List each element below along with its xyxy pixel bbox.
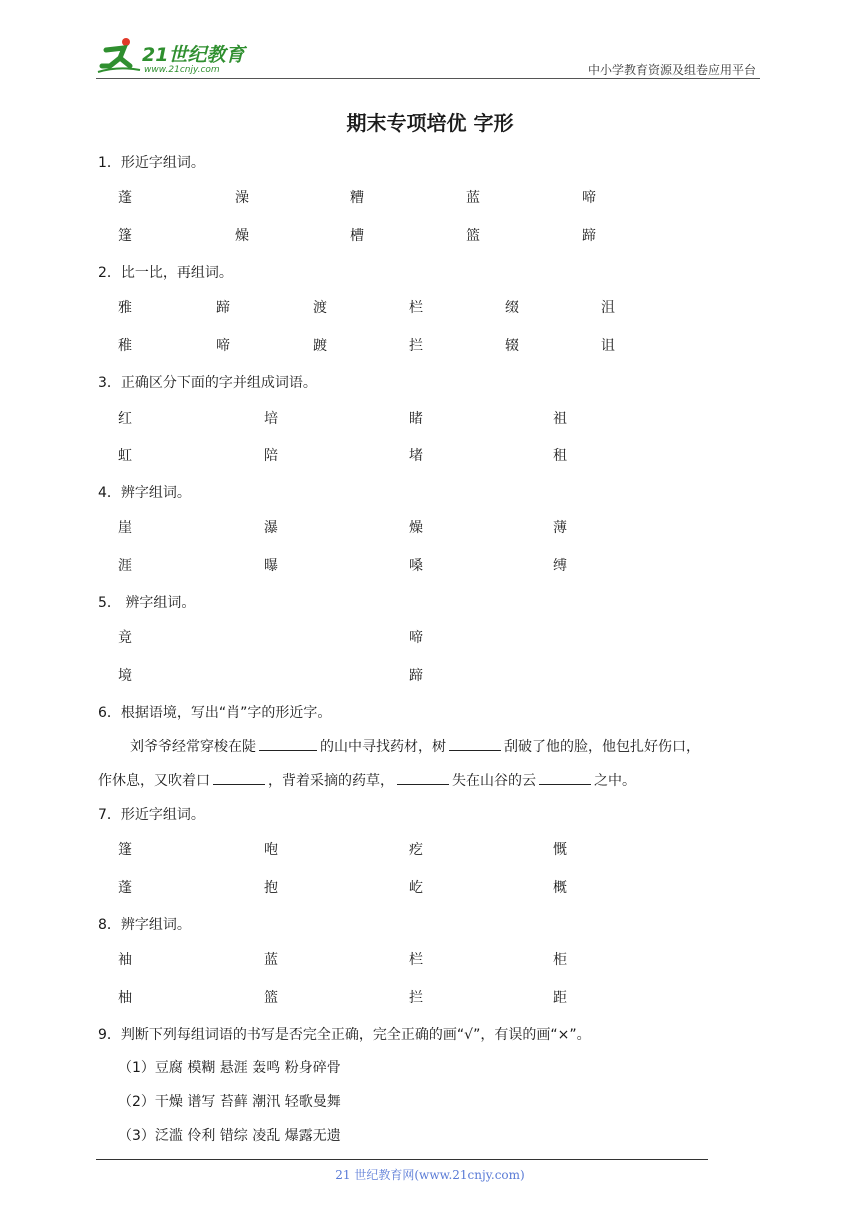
question-1-title: 1．形近字组词。 [98,155,205,171]
char: 槽 [350,228,364,244]
char: 蹄 [582,228,596,244]
char: 堵 [409,448,423,464]
question-8-row-2 [0,987,860,1007]
char: 培 [264,411,278,427]
logo-url: www.21cnjy.com [144,65,220,75]
char: 屹 [409,880,423,896]
char: 疙 [409,842,423,858]
char: 瀑 [264,520,278,536]
question-4-title: 4．辨字组词。 [98,485,191,501]
char: 祖 [553,411,567,427]
text-segment: 作休息，又吹着口 [98,773,210,789]
answer-blank[interactable] [213,770,265,785]
page-title: 期末专项培优 字形 [346,111,514,135]
question-2-title: 2．比一比，再组词。 [98,265,233,281]
char: 沮 [601,300,615,316]
char: 蓝 [264,952,278,968]
question-5-row-2 [0,665,860,685]
char: 蹄 [216,300,230,316]
char: 辍 [505,338,519,354]
page-footer: 21 世纪教育网(www.21cnjy.com) [335,1168,525,1182]
char: 拦 [409,338,423,354]
question-7-row-2 [0,877,860,897]
question-2-row-1 [0,297,860,317]
char: 竟 [118,630,132,646]
logo-text: 21世纪教育 [142,44,245,66]
question-5-row-1 [0,627,860,647]
char: 糟 [350,190,364,206]
question-1-row-1 [0,187,860,207]
char: 嗓 [409,558,423,574]
question-8-title: 8．辨字组词。 [98,917,191,933]
question-3-row-2 [0,445,860,465]
char: 柚 [118,990,132,1006]
char: 租 [553,448,567,464]
char: 篷 [118,228,132,244]
char: 袖 [118,952,132,968]
text-segment: 失在山谷的云 [452,773,536,789]
header-tagline: 中小学教育资源及组卷应用平台 [587,63,756,77]
question-9-item-2: （2）干燥 谱写 苔藓 潮汛 轻歌曼舞 [118,1094,341,1110]
question-6-line-1 [130,736,700,756]
char: 虹 [118,448,132,464]
question-3-row-1 [0,408,860,428]
char: 栏 [409,300,423,316]
char: 篮 [264,990,278,1006]
question-6-line-2 [98,770,636,790]
answer-blank[interactable] [259,736,317,751]
text-segment: 刮破了他的脸，他包扎好伤口， [504,739,700,755]
char: 红 [118,411,132,427]
question-5-title: 5． 辨字组词。 [98,595,196,611]
answer-blank[interactable] [397,770,449,785]
char: 啼 [582,190,596,206]
char: 燥 [409,520,423,536]
page-header [96,34,760,78]
footer-divider [96,1159,708,1160]
char: 蹄 [409,668,423,684]
site-logo [96,34,266,78]
question-9-item-1: （1）豆腐 模糊 悬涯 轰鸣 粉身碎骨 [118,1060,341,1076]
text-segment: ，背着采摘的药草， [268,773,394,789]
char: 咆 [264,842,278,858]
question-7-row-1 [0,839,860,859]
char: 诅 [601,338,615,354]
char: 啼 [409,630,423,646]
char: 曝 [264,558,278,574]
question-1-row-2 [0,225,860,245]
answer-blank[interactable] [539,770,591,785]
char: 陪 [264,448,278,464]
question-3-title: 3．正确区分下面的字并组成词语。 [98,375,317,391]
char: 稚 [118,338,132,354]
char: 概 [553,880,567,896]
char: 缀 [505,300,519,316]
char: 抱 [264,880,278,896]
char: 栏 [409,952,423,968]
char: 薄 [553,520,567,536]
char: 境 [118,668,132,684]
char: 啼 [216,338,230,354]
char: 篷 [118,842,132,858]
char: 燥 [235,228,249,244]
char: 蓬 [118,880,132,896]
question-4-row-1 [0,517,860,537]
question-8-row-1 [0,949,860,969]
char: 篮 [466,228,480,244]
char: 雅 [118,300,132,316]
char: 睹 [409,411,423,427]
question-6-title: 6．根据语境，写出“肖”字的形近字。 [98,705,332,721]
answer-blank[interactable] [449,736,501,751]
text-segment: 刘爷爷经常穿梭在陡 [130,739,256,755]
text-segment: 之中。 [594,773,636,789]
char: 蓬 [118,190,132,206]
question-9-title: 9．判断下列每组词语的书写是否完全正确，完全正确的画“√”，有误的画“×”。 [98,1027,591,1043]
header-divider [96,78,760,79]
runner-logo-icon [96,36,142,76]
char: 崖 [118,520,132,536]
char: 渡 [313,300,327,316]
char: 缚 [553,558,567,574]
char: 慨 [553,842,567,858]
char: 涯 [118,558,132,574]
char: 柜 [553,952,567,968]
char: 拦 [409,990,423,1006]
question-2-row-2 [0,335,860,355]
char: 踱 [313,338,327,354]
question-7-title: 7．形近字组词。 [98,807,205,823]
char: 距 [553,990,567,1006]
text-segment: 的山中寻找药材，树 [320,739,446,755]
question-9-item-3: （3）泛滥 伶利 错综 凌乱 爆露无遗 [118,1128,341,1144]
char: 蓝 [466,190,480,206]
char: 澡 [235,190,249,206]
question-4-row-2 [0,555,860,575]
